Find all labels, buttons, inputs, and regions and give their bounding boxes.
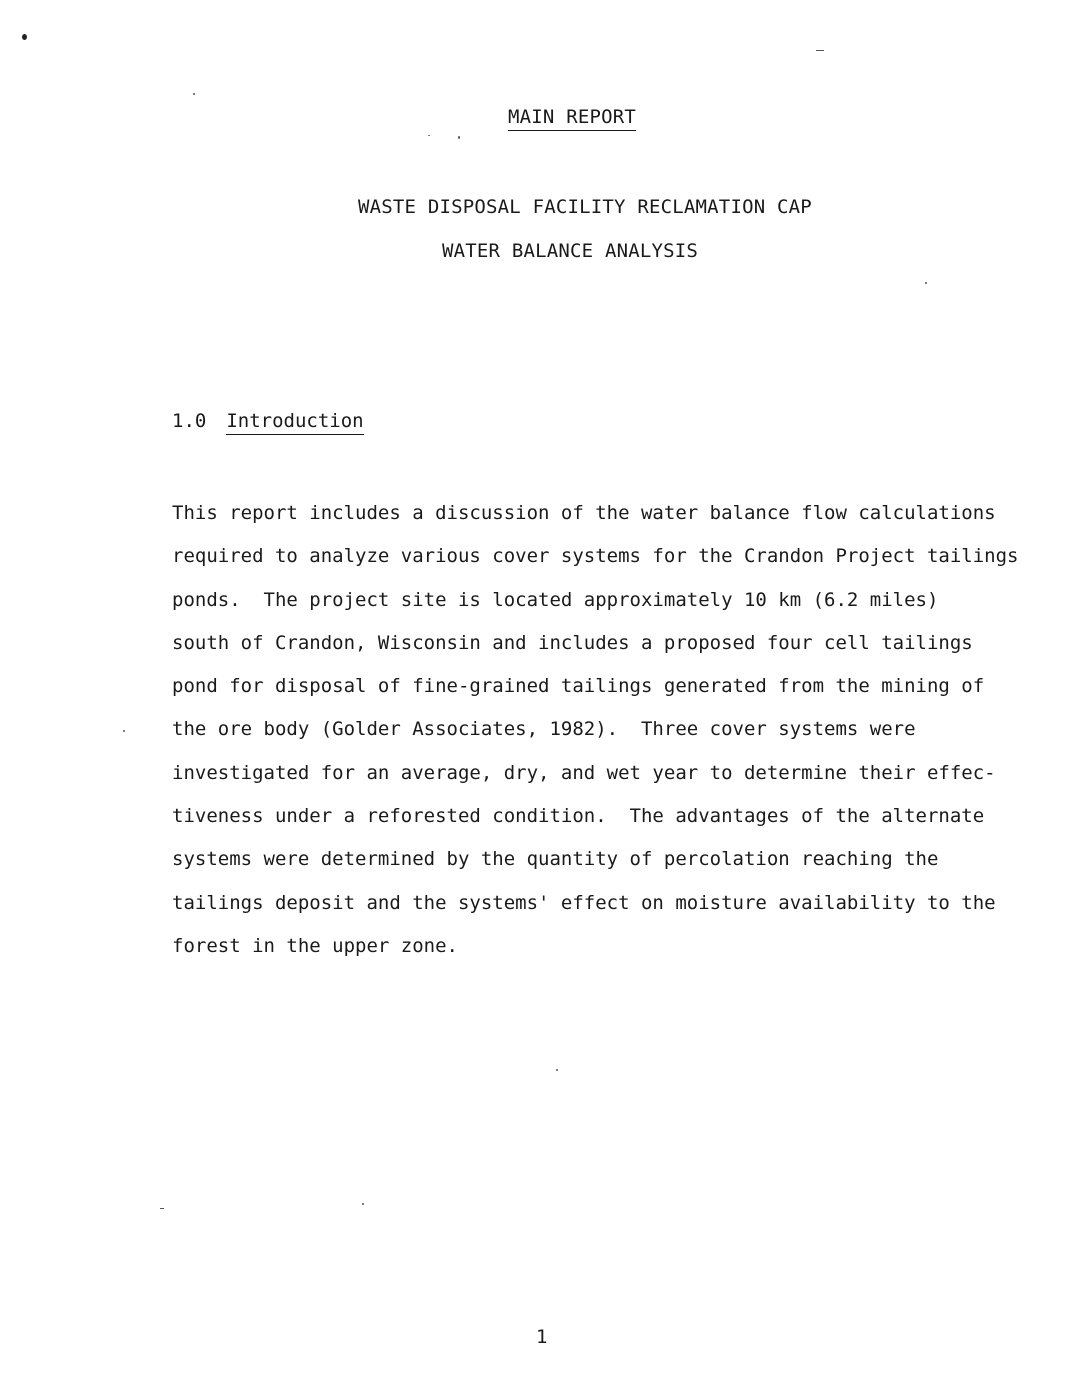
paragraph-line: south of Crandon, Wisconsin and includes a proposed four cell tailings [172,631,973,654]
paragraph-line: pond for disposal of fine-grained tailings generated from the mining of [172,675,985,698]
paragraph-line: tiveness under a reforested condition. The advantages of the alternate [172,805,985,828]
scan-speck [160,1208,164,1209]
paragraph-line: tailings deposit and the systems' effect on moisture availability to the [172,891,996,914]
page-number: 1 [536,1326,548,1348]
report-title-line-1: WASTE DISPOSAL FACILITY RECLAMATION CAP [358,196,812,218]
introduction-paragraph [172,498,1019,974]
paragraph-line: required to analyze various cover systems for the Crandon Project tailings [172,545,1019,568]
scan-speck [123,730,125,732]
paragraph-line: investigated for an average, dry, and wet year to determine their effec- [172,761,996,784]
section-number: 1.0 [172,410,207,432]
scan-speck [428,135,430,136]
report-title-line-2: WATER BALANCE ANALYSIS [442,240,699,262]
scan-speck [193,93,195,95]
paragraph-line: systems were determined by the quantity of percolation reaching the [172,848,939,871]
scan-speck [22,34,27,40]
main-report-label: MAIN REPORT [508,106,636,131]
main-report-heading [508,106,636,128]
paragraph-line: forest in the upper zone. [172,934,458,957]
scan-speck [556,1069,558,1071]
section-heading [172,410,364,432]
paragraph-line: ponds. The project site is located approximately 10 km (6.2 miles) [172,588,939,611]
scan-speck [362,1203,364,1205]
scan-speck [816,50,824,51]
section-title: Introduction [226,410,363,435]
paragraph-line: the ore body (Golder Associates, 1982). Three cover systems were [172,718,916,741]
scan-speck [458,136,460,139]
scan-speck [925,282,927,284]
paragraph-line: This report includes a discussion of the water balance flow calculations [172,502,996,524]
